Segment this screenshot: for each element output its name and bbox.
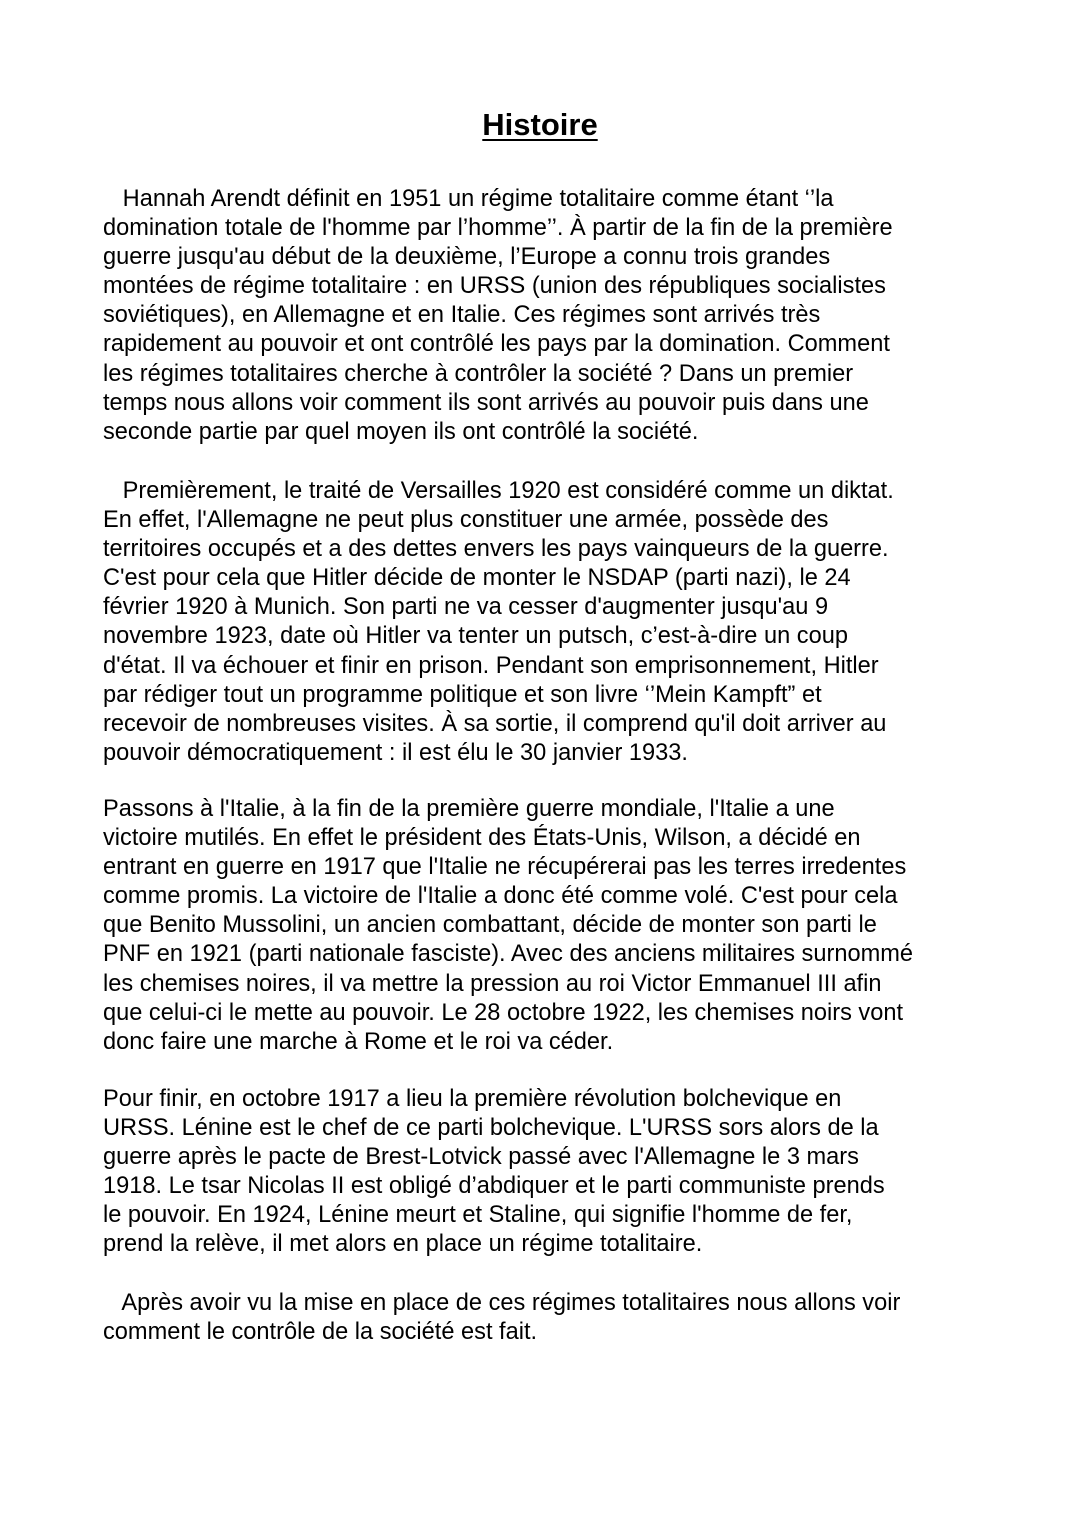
- text-line: 1918. Le tsar Nicolas II est obligé d’abdiquer et le parti communiste prends: [103, 1173, 885, 1200]
- paragraph-urss: [103, 1085, 983, 1260]
- text-line: prend la relève, il met alors en place un régime totalitaire.: [103, 1231, 703, 1258]
- text-line: que celui-ci le mette au pouvoir. Le 28 octobre 1922, les chemises noirs vont: [103, 999, 904, 1026]
- paragraph-allemagne: [103, 477, 983, 768]
- paragraph-italie: [103, 795, 983, 1057]
- text-line: temps nous allons voir comment ils sont arrivés au pouvoir puis dans une: [103, 389, 869, 416]
- text-line: guerre après le pacte de Brest-Lotvick passé avec l'Allemagne le 3 mars: [103, 1144, 859, 1171]
- text-line: recevoir de nombreuses visites. À sa sortie, il comprend qu'il doit arriver au: [103, 710, 887, 737]
- text-line: novembre 1923, date où Hitler va tenter un putsch, c’est-à-dire un coup: [103, 623, 848, 650]
- text-line: Pour finir, en octobre 1917 a lieu la première révolution bolchevique en: [103, 1086, 842, 1112]
- text-line: les régimes totalitaires cherche à contrôler la société ? Dans un premier: [103, 360, 854, 387]
- text-line: territoires occupés et a des dettes envers les pays vainqueurs de la guerre.: [103, 536, 889, 563]
- text-line: Passons à l'Italie, à la fin de la première guerre mondiale, l'Italie a une: [103, 796, 835, 822]
- text-line: Après avoir vu la mise en place de ces régimes totalitaires nous allons voir: [103, 1290, 901, 1316]
- text-line: Hannah Arendt définit en 1951 un régime totalitaire comme étant ‘’la: [103, 186, 834, 212]
- text-line: PNF en 1921 (parti nationale fasciste). Avec des anciens militaires surnommé: [103, 941, 913, 968]
- text-line: donc faire une marche à Rome et le roi va céder.: [103, 1028, 614, 1055]
- text-line: guerre jusqu'au début de la deuxième, l’Europe a connu trois grandes: [103, 244, 831, 271]
- document-title: Histoire: [482, 107, 598, 142]
- text-line: seconde partie par quel moyen ils ont contrôlé la société.: [103, 418, 699, 445]
- text-line: Premièrement, le traité de Versailles 1920 est considéré comme un diktat.: [103, 478, 894, 504]
- text-line: comme promis. La victoire de l'Italie a donc été comme volé. C'est pour cela: [103, 883, 898, 910]
- text-line: domination totale de l'homme par l’homme’’. À partir de la fin de la première: [103, 215, 893, 242]
- text-line: En effet, l'Allemagne ne peut plus constituer une armée, possède des: [103, 507, 829, 534]
- text-line: montées de régime totalitaire : en URSS (union des républiques socialistes: [103, 273, 886, 300]
- text-line: soviétiques), en Allemagne et en Italie. Ces régimes sont arrivés très: [103, 302, 821, 329]
- text-line: les chemises noires, il va mettre la pression au roi Victor Emmanuel III afin: [103, 970, 882, 997]
- text-line: d'état. Il va échouer et finir en prison. Pendant son emprisonnement, Hitler: [103, 652, 879, 679]
- text-line: par rédiger tout un programme politique et son livre ‘’Mein Kampft” et: [103, 681, 822, 708]
- paragraph-transition: [103, 1289, 983, 1347]
- text-line: février 1920 à Munich. Son parti ne va cesser d'augmenter jusqu'au 9: [103, 594, 829, 621]
- text-line: entrant en guerre en 1917 que l'Italie ne récupérerai pas les terres irredentes: [103, 854, 907, 881]
- text-line: pouvoir démocratiquement : il est élu le 30 janvier 1933.: [103, 739, 688, 766]
- text-line: C'est pour cela que Hitler décide de monter le NSDAP (parti nazi), le 24: [103, 565, 851, 592]
- text-line: victoire mutilés. En effet le président des États-Unis, Wilson, a décidé en: [103, 825, 861, 852]
- text-line: URSS. Lénine est le chef de ce parti bolchevique. L'URSS sors alors de la: [103, 1115, 879, 1142]
- text-line: rapidement au pouvoir et ont contrôlé les pays par la domination. Comment: [103, 331, 890, 358]
- text-line: que Benito Mussolini, un ancien combattant, décide de monter son parti le: [103, 912, 877, 939]
- paragraph-intro: [103, 185, 983, 447]
- text-line: le pouvoir. En 1924, Lénine meurt et Staline, qui signifie l'homme de fer,: [103, 1202, 853, 1229]
- text-line: comment le contrôle de la société est fait.: [103, 1319, 538, 1346]
